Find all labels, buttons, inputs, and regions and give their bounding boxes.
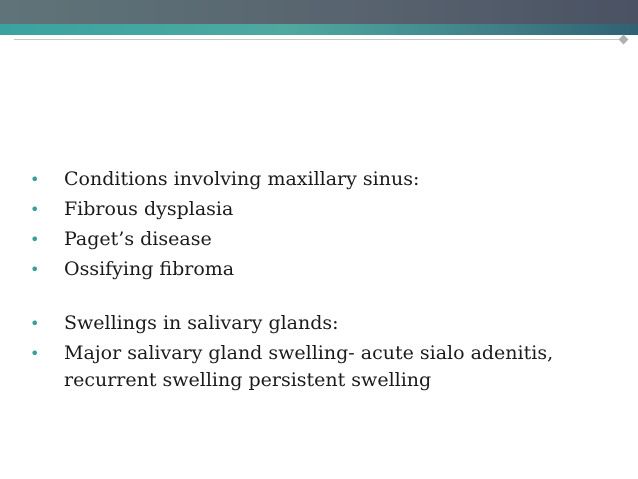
list-spacer — [24, 286, 624, 310]
bullet-text: Conditions involving maxillary sinus: — [64, 168, 420, 190]
bullet-item — [24, 196, 624, 223]
header-accent-strip — [0, 24, 638, 35]
bullet-item — [24, 310, 624, 337]
bullet-item — [24, 340, 624, 394]
bullet-text: Swellings in salivary glands: — [64, 312, 339, 334]
bullet-item — [24, 226, 624, 253]
divider-diamond-icon — [619, 35, 629, 45]
bullet-item — [24, 256, 624, 283]
header-band — [0, 0, 638, 24]
bullet-text: Paget’s disease — [64, 228, 212, 250]
bullet-icon: • — [30, 200, 40, 219]
bullet-icon: • — [30, 314, 40, 333]
bullet-list-salivary — [24, 310, 624, 394]
bullet-icon: • — [30, 170, 40, 189]
bullet-icon: • — [30, 260, 40, 279]
bullet-item — [24, 166, 624, 193]
bullet-list-maxillary — [24, 166, 624, 283]
bullet-icon: • — [30, 344, 40, 363]
bullet-text: Major salivary gland swelling- acute sialo adenitis, recurrent swelling persistent swelling — [64, 342, 554, 391]
bullet-icon: • — [30, 230, 40, 249]
divider-line — [14, 39, 620, 40]
bullet-text: Fibrous dysplasia — [64, 198, 234, 220]
slide-body — [24, 166, 624, 397]
bullet-text: Ossifying fibroma — [64, 258, 235, 280]
